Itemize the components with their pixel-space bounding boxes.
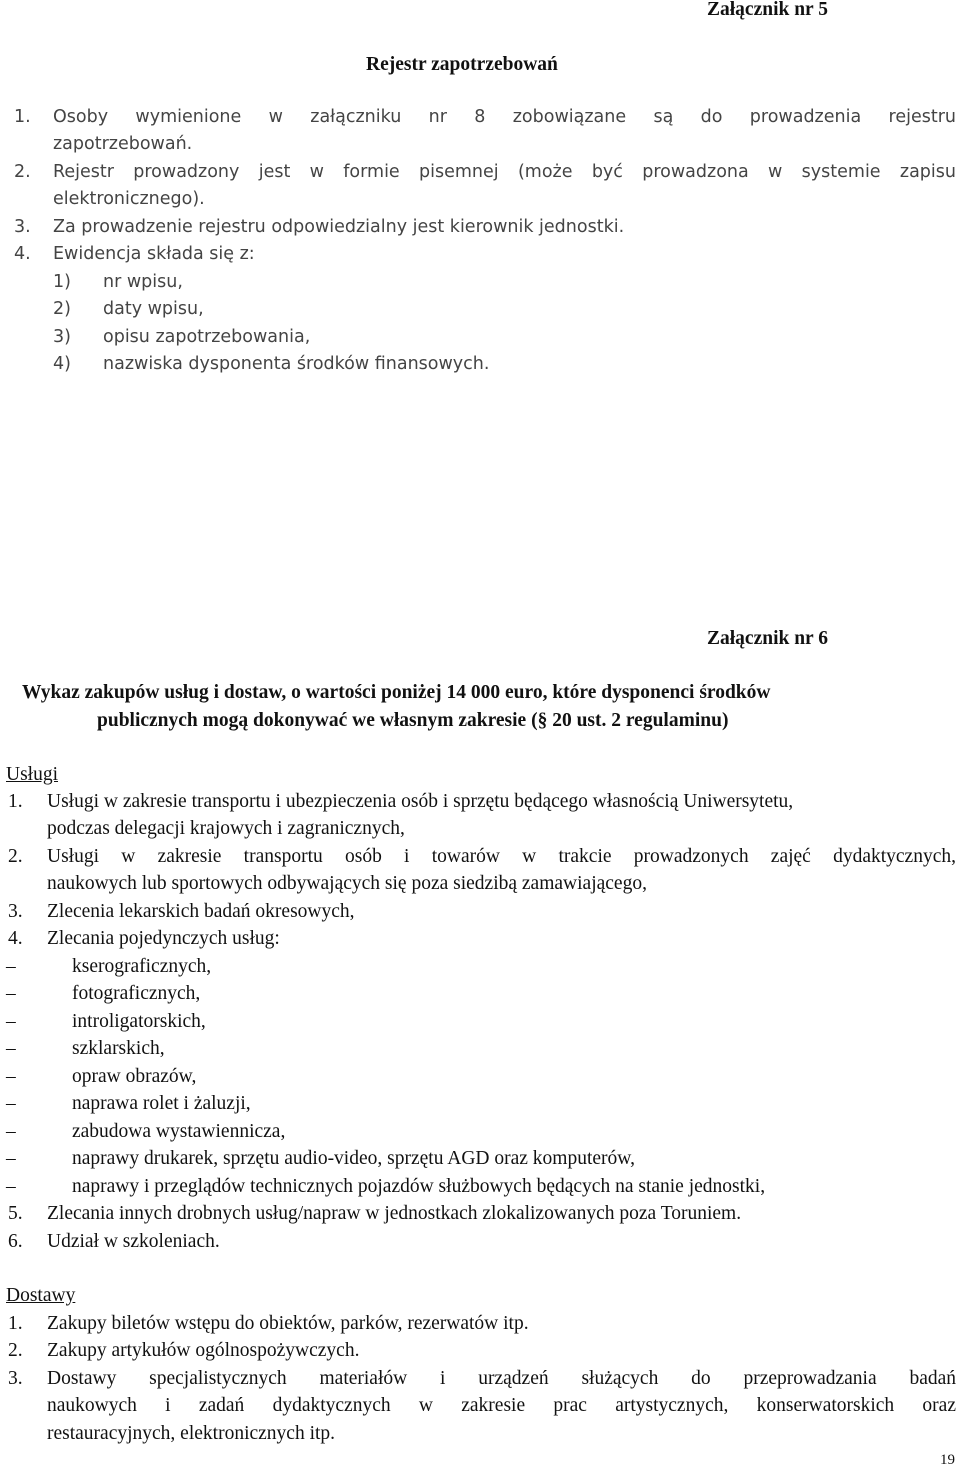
annex6-title-line2: publicznych mogą dokonywać we własnym zakresie (§ 20 ust. 2 regulaminu) bbox=[97, 710, 729, 731]
dash-item: – zabudowa wystawiennicza, bbox=[6, 1121, 286, 1142]
dash-item: – fotograficznych, bbox=[6, 983, 201, 1004]
sub-item: 3) opisu zapotrzebowania, bbox=[53, 327, 311, 347]
list-item: 6. Udział w szkoleniach. bbox=[8, 1231, 220, 1252]
sub-item: 1) nr wpisu, bbox=[53, 272, 183, 292]
list-item: 2. Usługi w zakresie transportu osób i towarów w trakcie prowadzonych zajęć dydaktycznych, bbox=[8, 846, 956, 867]
list-item-cont: naukowych i zadań dydaktycznych w zakresie prac artystycznych, konserwatorskich oraz bbox=[47, 1395, 956, 1416]
dash-item: – naprawy i przeglądów technicznych pojazdów służbowych będących na stanie jednostki, bbox=[6, 1176, 766, 1197]
dash-item: – naprawa rolet i żaluzji, bbox=[6, 1093, 251, 1114]
list-item: 3. Zlecenia lekarskich badań okresowych, bbox=[8, 901, 355, 922]
services-heading: Usługi bbox=[6, 764, 59, 785]
list-item-cont: zapotrzebowań. bbox=[53, 134, 193, 154]
list-item-cont: naukowych lub sportowych odbywających się poza siedzibą zamawiającego, bbox=[47, 873, 647, 894]
dash-item: – kserograficznych, bbox=[6, 956, 212, 977]
list-item-cont: elektronicznego). bbox=[53, 189, 205, 209]
dash-item: – opraw obrazów, bbox=[6, 1066, 197, 1087]
annex6-title-line1: Wykaz zakupów usług i dostaw, o wartości poniżej 14 000 euro, które dysponenci środków bbox=[22, 682, 771, 703]
annex6-label: Załącznik nr 6 bbox=[707, 628, 828, 649]
list-item: 3. Dostawy specjalistycznych materiałów i urządzeń służących do przeprowadzania badań bbox=[8, 1368, 956, 1389]
dash-item: – szklarskich, bbox=[6, 1038, 165, 1059]
list-item: 3. Za prowadzenie rejestru odpowiedzialny jest kierownik jednostki. bbox=[14, 217, 625, 237]
list-item-cont: podczas delegacji krajowych i zagranicznych, bbox=[47, 818, 405, 839]
list-item: 2. Rejestr prowadzony jest w formie pisemnej (może być prowadzona w systemie zapisu bbox=[14, 162, 956, 182]
annex5-title: Rejestr zapotrzebowań bbox=[366, 54, 558, 75]
annex5-label: Załącznik nr 5 bbox=[707, 0, 828, 20]
list-item: 4. Ewidencja składa się z: bbox=[14, 244, 255, 264]
list-item: 1. Osoby wymienione w załączniku nr 8 zobowiązane są do prowadzenia rejestru bbox=[14, 107, 956, 127]
list-item: 4. Zlecania pojedynczych usług: bbox=[8, 928, 280, 949]
dash-item: – naprawy drukarek, sprzętu audio-video, sprzętu AGD oraz komputerów, bbox=[6, 1148, 635, 1169]
list-item: 1. Zakupy biletów wstępu do obiektów, parków, rezerwatów itp. bbox=[8, 1313, 529, 1334]
list-item-cont: restauracyjnych, elektronicznych itp. bbox=[47, 1423, 336, 1444]
list-item: 1. Usługi w zakresie transportu i ubezpieczenia osób i sprzętu będącego własnością Uniwersytetu, bbox=[8, 791, 794, 812]
supplies-heading: Dostawy bbox=[6, 1285, 76, 1306]
list-item: 5. Zlecania innych drobnych usług/napraw w jednostkach zlokalizowanych poza Toruniem. bbox=[8, 1203, 742, 1224]
sub-item: 2) daty wpisu, bbox=[53, 299, 204, 319]
list-item: 2. Zakupy artykułów ogólnospożywczych. bbox=[8, 1340, 360, 1361]
dash-item: – introligatorskich, bbox=[6, 1011, 206, 1032]
page-number: 19 bbox=[940, 1452, 955, 1468]
sub-item: 4) nazwiska dysponenta środków finansowych. bbox=[53, 354, 490, 374]
